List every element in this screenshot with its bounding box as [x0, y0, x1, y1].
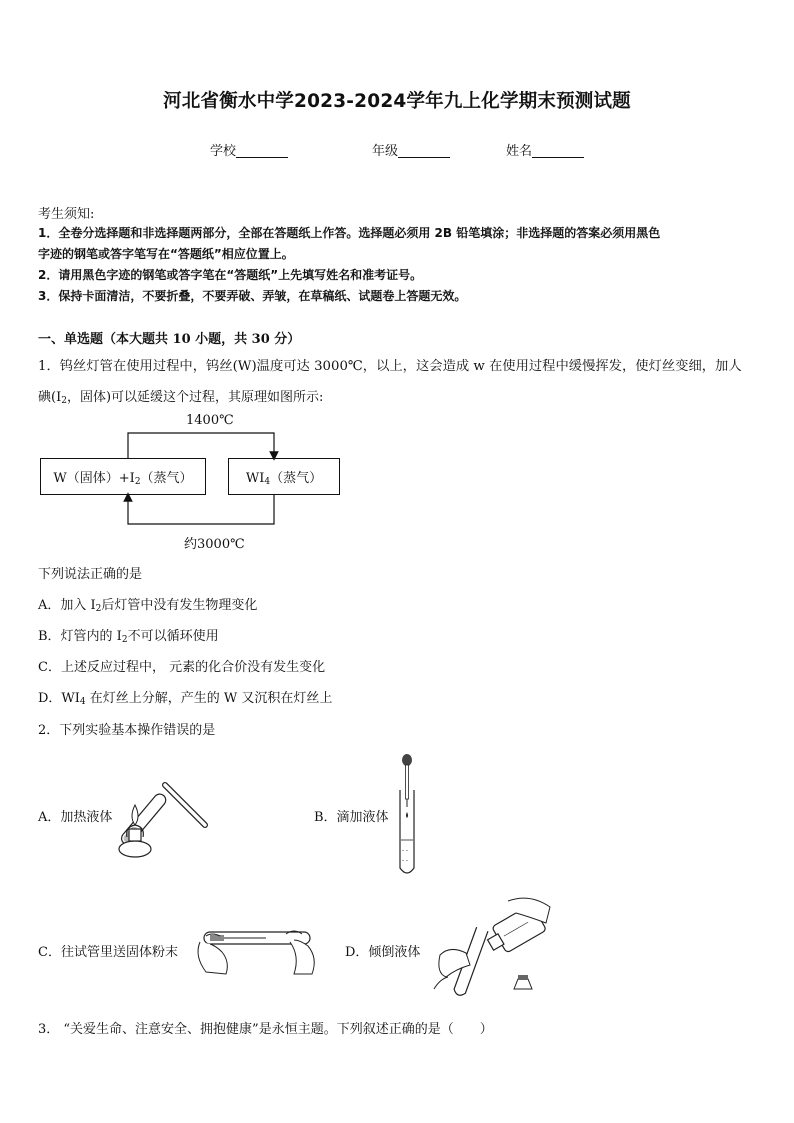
- q1-stem-line1: 1．钨丝灯管在使用过程中，钨丝(W)温度可达 3000℃，以上，这会造成 w 在使用过程中缓慢挥发，使灯丝变细，加人: [38, 359, 742, 374]
- q1-option-b[interactable]: B．灯管内的 $I_2$不可以循环使用: [38, 629, 219, 645]
- q1-question: 下列说法正确的是: [38, 567, 143, 582]
- dropping-liquid-illustration: [390, 752, 430, 882]
- name-label: 姓名: [506, 144, 533, 159]
- notice-item-3: 3．保持卡面清洁，不要折叠，不要弄破、弄皱，在草稿纸、试题卷上答题无效。: [38, 289, 467, 303]
- diagram-left-box: W（固体）$+I_2$（蒸气）: [40, 458, 206, 495]
- section-title: 一、单选题（本大题共 10 小题，共 30 分）: [38, 332, 301, 347]
- diagram-top-label: 1400℃: [186, 413, 234, 428]
- q3-stem: 3． “关爱生命、注意安全、拥抱健康”是永恒主题。下列叙述正确的是（ ）: [38, 1022, 493, 1037]
- q2-option-b[interactable]: B．滴加液体: [314, 810, 389, 825]
- notice-item-2: 2．请用黑色字迹的钢笔或答字笔在“答题纸”上先填写姓名和准考证号。: [38, 268, 423, 282]
- school-label: 学校: [210, 144, 237, 159]
- notice-item-1: 1．全卷分选择题和非选择题两部分，全部在答题纸上作答。选择题必须用 2B 铅笔填涂；非选择题的答案必须用黑色: [38, 226, 661, 240]
- page-title: 河北省衡水中学2023-2024学年九上化学期末预测试题: [163, 91, 631, 112]
- q1-option-a[interactable]: A．加入 $I_2$后灯管中没有发生物理变化: [38, 598, 258, 614]
- svg-text:- -: - -: [402, 857, 408, 864]
- pouring-liquid-illustration: [430, 893, 560, 1005]
- svg-text:- -: - -: [402, 847, 408, 854]
- notice-heading: 考生须知:: [38, 207, 95, 222]
- diagram-right-box: $WI_4$（蒸气）: [228, 458, 340, 495]
- diagram-bottom-label: 约3000℃: [184, 537, 245, 552]
- q2-option-c[interactable]: C．往试管里送固体粉末: [38, 945, 178, 960]
- notice-item-1-cont: 字迹的钢笔或答字笔写在“答题纸”相应位置上。: [38, 247, 294, 261]
- grade-label: 年级: [372, 144, 399, 159]
- q1-option-c[interactable]: C．上述反应过程中， 元素的化合价没有发生变化: [38, 660, 326, 675]
- adding-powder-illustration: [190, 912, 325, 980]
- q1-option-d[interactable]: D．$WI_4$ 在灯丝上分解，产生的 W 又沉积在灯丝上: [38, 691, 333, 707]
- heating-liquid-illustration: [105, 765, 215, 865]
- q2-option-a[interactable]: A．加热液体: [38, 810, 113, 825]
- q2-stem: 2．下列实验基本操作错误的是: [38, 723, 216, 738]
- q2-option-d[interactable]: D．倾倒液体: [345, 945, 421, 960]
- q1-stem-line2: 碘($I_2$，固体)可以延缓这个过程，其原理如图所示:: [38, 390, 324, 406]
